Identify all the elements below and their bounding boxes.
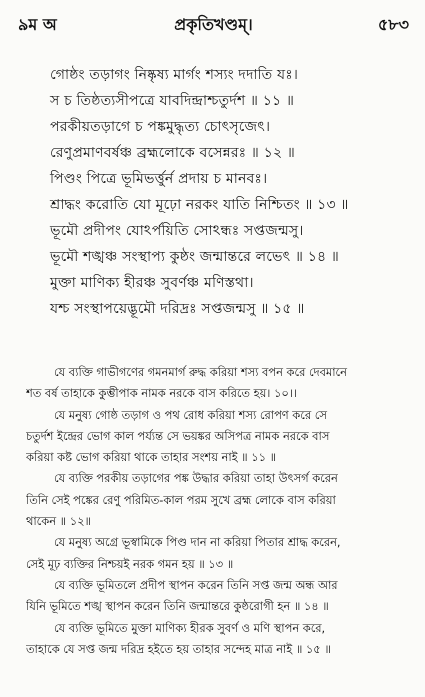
- verse-line: শ্রাদ্ধং করোতি যো মূঢ়ো নরকং যাতি নিশ্চিতং ॥ ১৩ ॥: [50, 197, 349, 213]
- sanskrit-verses: [50, 62, 405, 322]
- translation-line: যে ব্যক্তি ভূমিতলে প্রদীপ স্থাপন করেন তিনি সপ্ত জন্ম অন্ধ আর: [54, 577, 338, 592]
- translation-line: শত বর্ষ তাহাকে কুম্ভীপাক নামক নরকে বাস করিতে হয়। ১০।।: [26, 386, 297, 401]
- translation-line: থাকেন ॥ ১২॥: [26, 514, 91, 529]
- translation-line: যে ব্যক্তি পরকীয় তড়াগের পঙ্ক উদ্ধার করিয়া তাহা উৎসর্গ করেন: [54, 471, 338, 486]
- translation-line: যে ব্যক্তি গাভীগণের গমনমার্গ রুদ্ধ করিয়া শস্য বপন করে দেবমানে: [54, 365, 347, 379]
- translation-line: সেই মূঢ় ব্যক্তির নিশ্চয়ই নরক গমন হয় ॥ ১৩ ॥: [26, 556, 234, 571]
- verse-line: স চ তিষ্ঠত্যসীপত্রে যাবদিন্দ্রাশ্চতুর্দশ ॥ ১১ ॥: [50, 93, 295, 109]
- verse-line: পিণ্ডং পিত্রে ভূমিভর্ত্তুর্ন প্রদায় চ মানবঃ।: [50, 171, 268, 187]
- chapter-label: ৯ম অ: [18, 15, 57, 34]
- translation-line: যে ব্যক্তি ভূমিতে মুক্তা মাণিক্য হীরক সুবর্ণ ও মণি স্থাপন করে,: [54, 620, 326, 635]
- verse-line: রেণুপ্রমাণবর্ষঞ্চ ব্রহ্মলোকে বসেন্নরঃ ॥ ১২ ॥: [50, 145, 296, 161]
- verse-line: ভূমৌ প্রদীপং যোঽর্পয়িতি সোঽন্ধঃ সপ্তজন্মসু।: [50, 223, 304, 239]
- translation-line: চতুর্দশ ইন্দ্রের ভোগ কাল পর্য্যন্ত সে ভয়ঙ্কর অসিপত্র নামক নরকে বাস: [26, 428, 330, 443]
- verse-line: ভূমৌ শঙ্খঞ্চ সংস্থাপ্য কুষ্ঠং জন্মান্তরে লভেৎ ॥ ১৪ ॥: [50, 249, 340, 265]
- verse-line: গোষ্ঠং তড়াগং নিষ্কৃষ্য মার্গং শস্যং দদাতি যঃ।: [50, 67, 299, 83]
- translation-line: যে মনুষ্য অগ্রে ভূস্বামিকে পিণ্ড দান না করিয়া পিতার শ্রাদ্ধ করেন,: [54, 535, 341, 550]
- page-number: ৫৮৩: [377, 15, 409, 34]
- translation-line: যে মনুষ্য গোষ্ঠ তড়াগ ও পথ রোধ করিয়া শস্য রোপণ করে সে: [54, 407, 327, 422]
- running-title: প্রকৃতিখণ্ডম্।: [174, 15, 253, 34]
- translation-line: করিয়া কষ্ট ভোগ করিয়া থাকে তাহার সংশয় নাই ॥ ১১ ॥: [26, 450, 277, 465]
- verse-line: যশ্চ সংস্থাপয়েদ্ভূমৌ দরিদ্রঃ সপ্তজন্মসু ॥ ১৫ ॥: [50, 301, 305, 317]
- translation-line: তিনি সেই পঙ্কের রেণু পরিমিত-কাল পরম সুখে ব্রহ্ম লোকে বাস করিয়া: [26, 492, 336, 507]
- verse-line: মুক্তা মাণিক্য হীরঞ্চ সুবর্ণঞ্চ মণিস্তথা।: [50, 275, 254, 291]
- bengali-translation: [26, 362, 407, 660]
- translation-line: যিনি ভূমিতে শঙ্খ স্থাপন করেন তিনি জন্মান্তরে কুষ্ঠরোগী হন ॥ ১৪ ॥: [26, 599, 329, 614]
- verse-line: পরকীয়তড়াগে চ পঙ্কমুদ্ধৃত্য চোৎসৃজেৎ।: [50, 119, 271, 135]
- page-header: [18, 12, 409, 38]
- translation-line: তাহাকে যে সপ্ত জন্ম দরিদ্র হইতে হয় তাহার সন্দেহ মাত্র নাই ॥ ১৫ ॥: [26, 641, 331, 656]
